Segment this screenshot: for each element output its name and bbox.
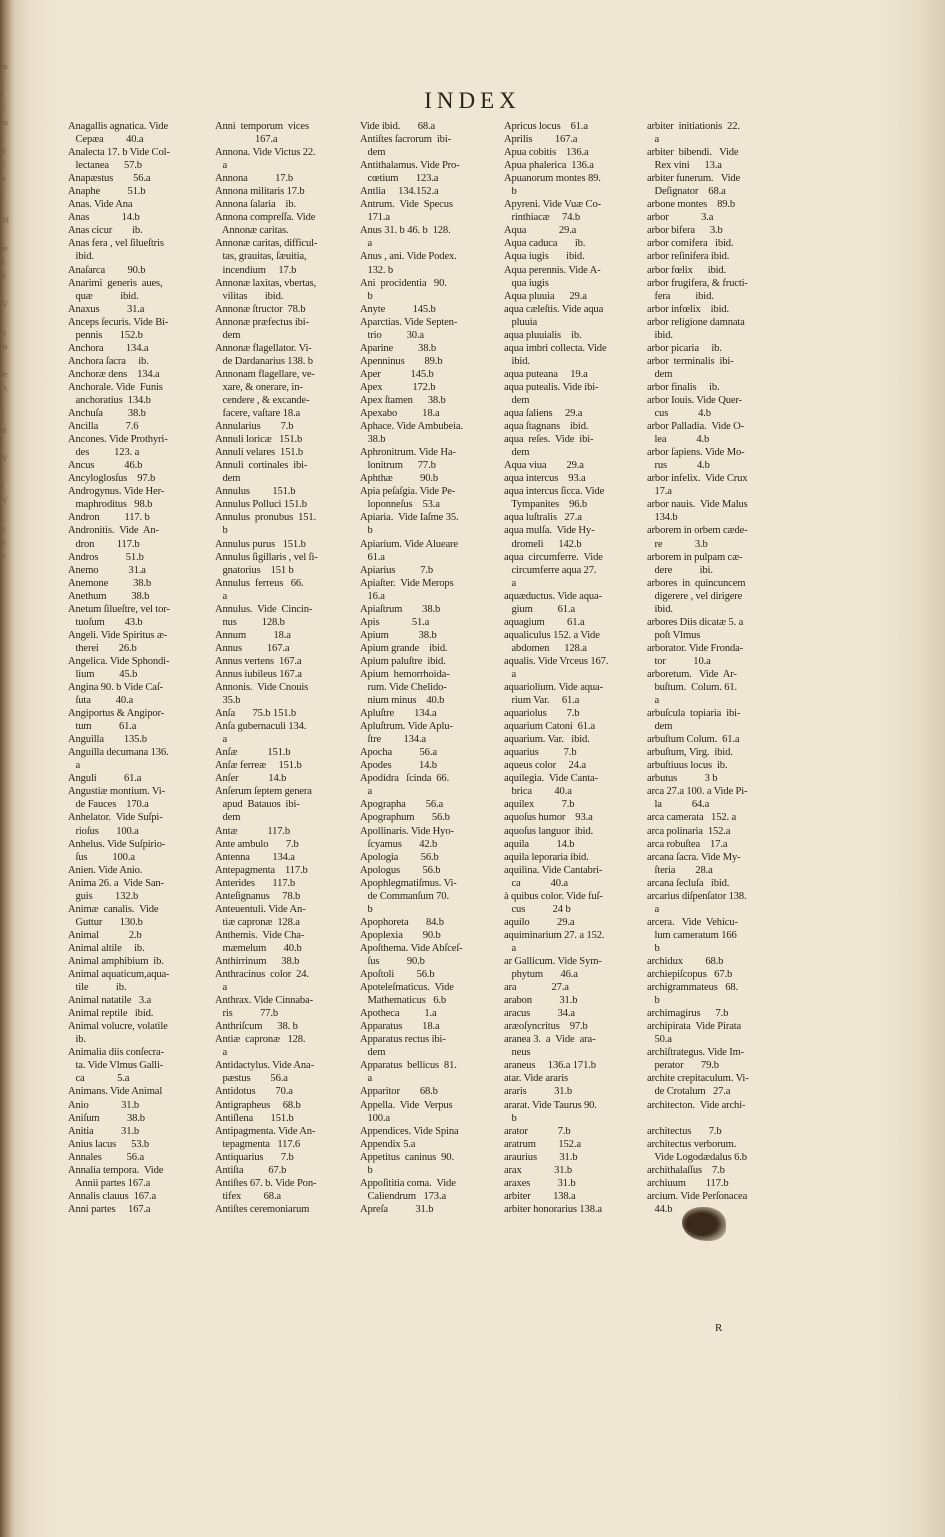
page-title: INDEX: [424, 88, 521, 113]
ink-stain: [682, 1207, 726, 1241]
index-column-5: arbiter initiationis 22. a arbiter bibendi. Vide Rex vini 13.a arbiter funerum. Vide Deſignator 68.a arbone montes 89.b arbor 3.a arbor bifera 3.b arbor comifera ibid. arbor reſinifera ibid. arbor fœlix ibid. arbor frugifera, & fructi- fera ibid. arbor infœlix ibid. arbor religione damnata ibid. arbor picaria ib. arbor terminalis ibi- dem arbor finalis ib. arbor Iouis. Vide Quer- cus 4.b arbor Palladia. Vide O- lea 4.b arbor ſapiens. Vide Mo- rus 4.b arbor infelix. Vide Crux 17.a arbor nauis. Vide Malus 134.b arborem in orbem cæde- re 3.b arborem in pulpam cæ- dere ibi. arbores in quincuncem digerere , vel dirigere ibid. arbores Diis dicatæ 5. a poſt Vlmus arborator. Vide Fronda- tor 10.a arboretum. Vide Ar- buſtum. Colum. 61. a arbuſcula topiaria ibi- dem arbuſtum Colum. 61.a arbuſtum, Virg. ibid. arbuſtiuus locus ib. arbutus 3 b arca 27.a 100. a Vide Pi- la 64.a arca camerata 152. a arca polinaria 152.a arca robuſtea 17.a arcana ſacra. Vide My- ſteria 28.a arcana ſecluſa ibid. arcarius diſpenſator 138. a arcera. Vide Vehicu- lum cameratum 166 b archidux 68.b archiepiſcopus 67.b archigrammateus 68. b archimagirus 7.b archipirata Vide Pirata 50.a archiſtrategus. Vide Im- perator 79.b archite crepitaculum. Vi- de Crotalum 27.a architecton. Vide archi- architectus 7.b architectus verborum. Vide Logodædalus 6.b archithalaſſus 7.b archiuum 117.b arcium. Vide Perſonacea 44.b: [647, 121, 749, 1215]
signature-mark: R: [715, 1322, 723, 1334]
index-column-3: Vide ibid. 68.a Antiſtes ſacrorum ibi- dem Antithalamus. Vide Pro- cœtium 123.a Antlia 134.152.a Antrum. Vide Specus 171.a Anus 31. b 46. b 128. a Anus , ani. Vide Podex. 132. b Ani procidentia 90. b Anyte 145.b Aparctias. Vide Septen- trio 30.a Aparine 38.b Apenninus 89.b Aper 145.b Apex 172.b Apex ſtamen 38.b Apexabo 18.a Aphace. Vide Ambubeia. 38.b Aphronitrum. Vide Ha- lonitrum 77.b Aphthæ 90.b Apia peſaſgia. Vide Pe- loponneſus 53.a Apiaria. Vide Iaſme 35. b Apiarium. Vide Alueare 61.a Apiarius 7.b Apiaſter. Vide Merops 16.a Apiaſtrum 38.b Apis 51.a Apium 38.b Apium grande ibid. Apium paluſtre ibid. Apium hemorrhoida- rum. Vide Chelido- nium minus 40.b Apluſtre 134.a Apluſtrum. Vide Aplu- ſtre 134.a Apocha 56.a Apodes 14.b Apodidra ſcinda 66. a Apographa 56.a Apographum 56.b Apollinaris. Vide Hyo- ſcyamus 42.b Apologia 56.b Apologus 56.b Apophlegmatiſmus. Vi- de Commanſum 70. b Apophoreta 84.b Apoplexia 90.b Apoſthema. Vide Abſceſ- ſus 90.b Apoſtoli 56.b Apoteleſmaticus. Vide Mathematicus 6.b Apotheca 1.a Apparatus 18.a Apparatus rectus ibi- dem Apparatus bellicus 81. a Apparitor 68.b Appella. Vide Verpus 100.a Appendices. Vide Spina Appendix 5.a Appetitus caninus 90. b Appoſititia coma. Vide Caliendrum 173.a Apreſa 31.b: [360, 121, 463, 1215]
index-column-4: Apricus locus 61.a Aprilis 167.a Apua cobitis 136.a Apua phalerica 136.a Apuanorum montes 89. b Apyreni. Vide Vuæ Co- rinthiacæ 74.b Aqua 29.a Aqua caduca ib. Aqua iugis ibid. Aqua perennis. Vide A- qua iugis Aqua pluuia 29.a aqua cæleſtis. Vide aqua pluuia aqua pluuialis ib. aqua imbri collecta. Vide ibid. aqua puteana 19.a aqua putealis. Vide ibi- dem aqua ſaliens 29.a aqua ſtagnans ibid. aqua reſes. Vide ibi- dem Aqua viua 29.a aqua intercus 93.a aqua intercus ſicca. Vide Tympanites 96.b aqua luſtralis 27.a aqua mulſa. Vide Hy- dromeli 142.b aqua circumferre. Vide circumferre aqua 27. a aquæductus. Vide aqua- gium 61.a aquagium 61.a aqualiculus 152. a Vide abdomen 128.a aqualis. Vide Vrceus 167. a aquariolium. Vide aqua- rium Var. 61.a aquariolus 7.b aquarium Catoni 61.a aquarium. Var. ibid. aquarius 7.b aqueus color 24.a aquilegia. Vide Canta- brica 40.a aquilex 7.b aquoſus humor 93.a aquoſus languor ibid. aquila 14.b aquila leporaria ibid. aquilina. Vide Cantabri- ca 40.a à quibus color. Vide fuſ- cus 24 b aquilo 29.a aquiminarium 27. a 152. a ar Gallicum. Vide Sym- phytum 46.a ara 27.a arabon 31.b aracus 34.a aræoſyncritus 97.b aranea 3. a Vide ara- neus araneus 136.a 171.b atar. Vide araris araris 31.b ararat. Vide Taurus 90. b arator 7.b aratrum 152.a araurius 31.b arax 31.b araxes 31.b arbiter 138.a arbiter honorarius 138.a: [504, 121, 609, 1215]
facing-page-edge: ia ( t f ra r o c n t Vi re f b V u la fe A l d V t V s n e: [2, 62, 9, 561]
index-column-1: Anagallis agnatica. Vide Cepæa 40.a Analecta 17. b Vide Col- lectanea 57.b Anapæstus 56.a Anaphe 51.b Anas. Vide Ana Anas 14.b Anas cicur ib. Anas fera , vel ſilueſtris ibid. Anaſarca 90.b Anarimi generis aues, quæ ibid. Anaxus 31.a Anceps ſecuris. Vide Bi- pennis 152.b Anchora 134.a Anchora ſacra ib. Anchoræ dens 134.a Anchorale. Vide Funis anchoratius 134.b Anchuſa 38.b Ancilla 7.6 Ancones. Vide Prothyri- des 123. a Ancus 46.b Ancyloglosſus 97.b Androgynus. Vide Her- maphroditus 98.b Andron 117. b Andronitis. Vide An- dron 117.b Andros 51.b Anemo 31.a Anemone 38.b Anethum 38.b Anetum ſilueſtre, vel tor- tuoſum 43.b Angeli. Vide Spiritus æ- therei 26.b Angelica. Vide Sphondi- lium 45.b Angina 90. b Vide Caſ- ſuta 40.a Angiportus & Angipor- tum 61.a Anguilla 135.b Anguilla decumana 136. a Anguli 61.a Angustiæ montium. Vi- de Fauces 170.a Anhelator. Vide Suſpi- rioſus 100.a Anhelus. Vide Suſpirio- ſus 100.a Anien. Vide Anio. Anima 26. a Vide San- guis 132.b Animæ canalis. Vide Guttur 130.b Animal 2.b Animal altile ib. Animal amphibium ib. Animal aquaticum,aqua- tile ib. Animal natatile 3.a Animal reptile ibid. Animal volucre, volatile ib. Animalia diis conſecra- ta. Vide Vlmus Galli- ca 5.a Animans. Vide Animal Anio 31.b Aniſum 38.b Anitia 31.b Anius lacus 53.b Annales 56.a Annalia tempora. Vide Annii partes 167.a Annalis clauus 167.a Anni partes 167.a: [68, 121, 170, 1215]
index-column-2: Anni temporum vices 167.a Annona. Vide Victus 22. a Annona 17.b Annona militaris 17.b Annona ſalaria ib. Annona compreſſa. Vide Annonæ caritas. Annonæ caritas, difficul- tas, grauitas, ſæuitia, incendium 17.b Annonæ laxitas, vbertas, vilitas ibid. Annonæ ſtructor 78.b Annonæ præfectus ibi- dem Annonæ flagellator. Vi- de Dardanarius 138. b Annonam flagellare, ve- xare, & onerare, in- cendere , & excande- facere, vaſtare 18.a Annularius 7.b Annuli loricæ 151.b Annuli velares 151.b Annuli cortinales ibi- dem Annulus 151.b Annulus Polluci 151.b Annulus pronubus 151. b Annulus purus 151.b Annulus ſigillaris , vel ſi- gnatorius 151 b Annulus ferreus 66. a Annulus. Vide Cincin- nus 128.b Annum 18.a Annus 167.a Annus vertens 167.a Annus iubileus 167.a Annonis. Vide Cnouis 35.b Anſa 75.b 151.b Anſa gubernaculi 134. a Anſæ 151.b Anſæ ferreæ 151.b Anſer 14.b Anſerum ſeptem genera apud Batauos ibi- dem Antæ 117.b Ante ambulo 7.b Antenna 134.a Antepagmenta 117.b Anterides 117.b Anteſignanus 78.b Anteuentuli. Vide An- tiæ capronæ 128.a Anthemis. Vide Cha- mæmelum 40.b Anthirrinum 38.b Anthracinus color 24. a Anthrax. Vide Cinnaba- ris 77.b Anthriſcum 38. b Antiæ capronæ 128. a Antidactylus. Vide Ana- pæstus 56.a Antidotus 70.a Antigrapheus 68.b Antiſlena 151.b Antipagmenta. Vide An- tepagmenta 117.6 Antiquarius 7.b Antiſta 67.b Antiſtes 67. b. Vide Pon- tifex 68.a Antiſtes ceremoniarum: [215, 121, 318, 1215]
